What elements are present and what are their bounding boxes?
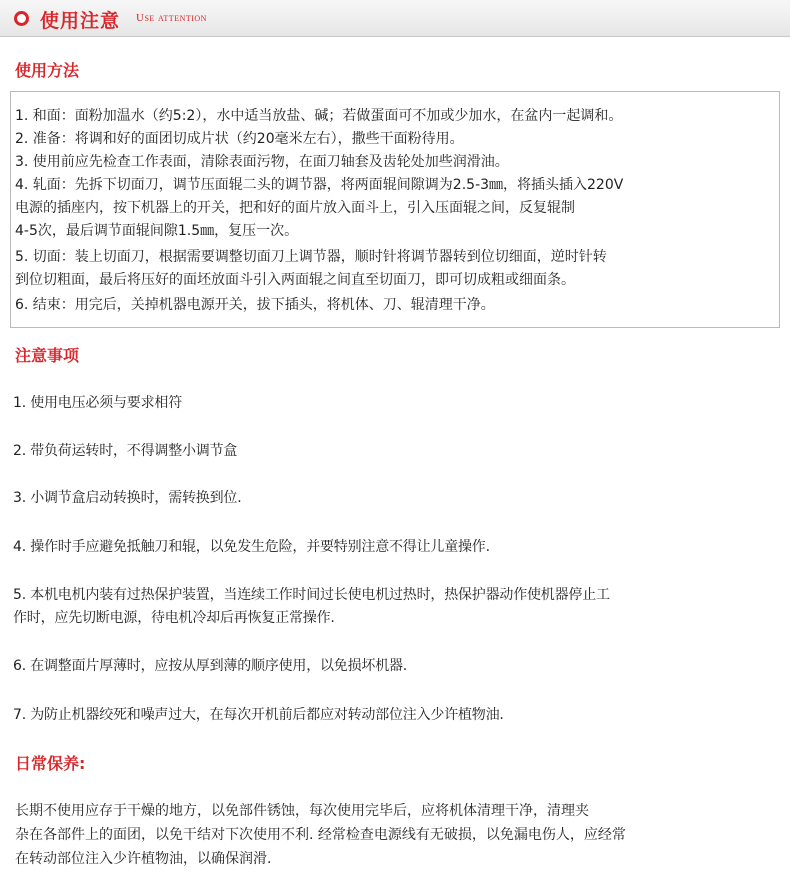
note-item: 2. 带负荷运转时，不得调整小调节盒 (13, 443, 238, 459)
page-header (0, 0, 790, 37)
usage-line: 到位切粗面，最后将压好的面坯放面斗引入两面辊之间直至切面刀，即可切成粗或细面条。 (15, 272, 575, 288)
usage-line: 6. 结束：用完后，关掉机器电源开关，拔下插头，将机体、刀、辊清理干净。 (15, 297, 495, 313)
note-item: 1. 使用电压必须与要求相符 (13, 395, 183, 411)
usage-line: 电源的插座内，按下机器上的开关，把和好的面片放入面斗上，引入压面辊之间，反复辊制 (15, 200, 575, 216)
page-subtitle: Use attention (136, 12, 207, 24)
usage-line: 2. 准备：将调和好的面团切成片状（约20毫米左右），撒些干面粉待用。 (15, 131, 464, 147)
note-item: 7. 为防止机器绞死和噪声过大，在每次开机前后都应对转动部位注入少许植物油. (13, 707, 504, 723)
usage-line: 4. 轧面：先拆下切面刀，调节压面辊二头的调节器，将两面辊间隙调为2.5-3㎜，将插头插入220V (15, 177, 624, 193)
maintenance-line: 在转动部位注入少许植物油，以确保润滑. (15, 851, 272, 867)
usage-line: 3. 使用前应先检查工作表面，清除表面污物，在面刀轴套及齿轮处加些润滑油。 (15, 154, 509, 170)
page-title: 使用注意 (40, 10, 121, 32)
note-item: 3. 小调节盒启动转换时，需转换到位. (13, 490, 242, 506)
maintenance-heading: 日常保养: (15, 754, 86, 773)
usage-heading: 使用方法 (15, 61, 80, 80)
usage-line: 4-5次，最后调节面辊间隙1.5㎜，复压一次。 (15, 223, 299, 239)
maintenance-line: 杂在各部件上的面团，以免干结对下次使用不利. 经常检查电源线有无破损，以免漏电伤人，应经常 (15, 827, 626, 843)
note-item: 6. 在调整面片厚薄时，应按从厚到薄的顺序使用，以免损坏机器. (13, 658, 408, 674)
notes-heading: 注意事项 (15, 346, 80, 365)
note-item: 5. 本机电机内装有过热保护装置，当连续工作时间过长使电机过热时，热保护器动作使机器停止工 (13, 587, 610, 603)
note-item: 4. 操作时手应避免抵触刀和辊，以免发生危险，并要特别注意不得让儿童操作. (13, 539, 490, 555)
usage-line: 1. 和面：面粉加温水（约5:2），水中适当放盐、碱；若做蛋面可不加或少加水，在盆内一起调和。 (15, 108, 623, 124)
note-item: 作时，应先切断电源，待电机冷却后再恢复正常操作. (13, 610, 335, 626)
circle-bullet-icon (14, 11, 29, 26)
usage-line: 5. 切面：装上切面刀，根据需要调整切面刀上调节器，顺时针将调节器转到位切细面，逆时针转 (15, 249, 607, 265)
maintenance-line: 长期不使用应存于干燥的地方，以免部件锈蚀，每次使用完毕后，应将机体清理干净，清理夹 (15, 803, 589, 819)
